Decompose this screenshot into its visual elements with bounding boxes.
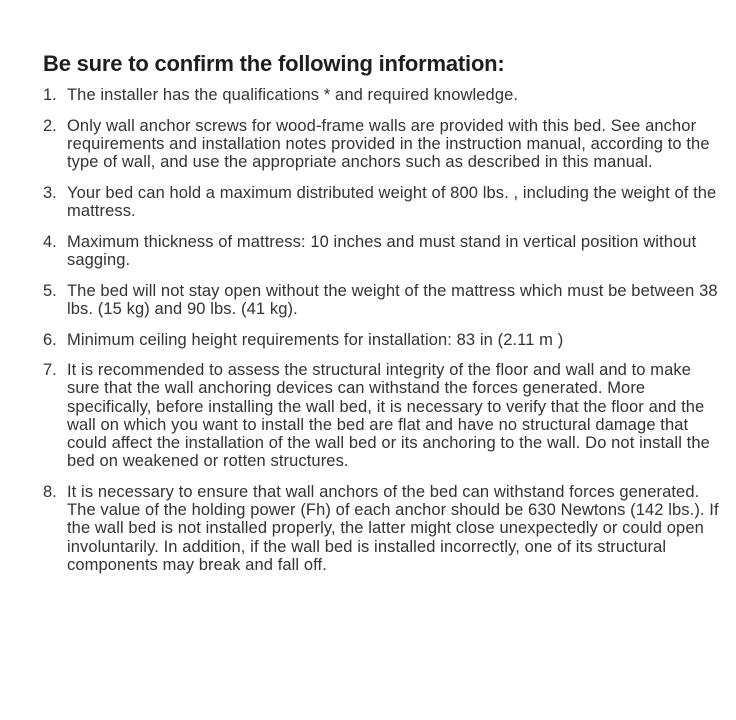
list-item-text: The bed will not stay open without the weight of the mattress which must be between 38 lbs. (15 kg) and 90 lbs. (41 kg). bbox=[67, 281, 718, 318]
list-item bbox=[43, 117, 727, 172]
list-item-text: Your bed can hold a maximum distributed weight of 800 lbs. , including the weight of the mattress. bbox=[67, 183, 717, 221]
list-item bbox=[43, 86, 727, 104]
list-item-number: 1. bbox=[43, 86, 57, 104]
list-item bbox=[43, 233, 727, 269]
page-title: Be sure to confirm the following information: bbox=[43, 51, 505, 76]
list-item-number: 3. bbox=[43, 183, 57, 202]
list-item-text: The installer has the qualifications * and required knowledge. bbox=[67, 86, 519, 104]
list-item-number: 5. bbox=[43, 281, 57, 300]
confirmation-list bbox=[43, 86, 727, 574]
list-item-number: 6. bbox=[43, 330, 57, 349]
document bbox=[43, 50, 727, 586]
list-item-text: It is necessary to ensure that wall anchors of the bed can withstand forces generated. The value of the holding power (Fh) of each anchor should be 630 Newtons (142 lbs.). If the wall bed is not installed properly, the latter might close unexpectedly or could open involuntarily. In addition, if the wall bed is installed incorrectly, one of its structural components may break and fall off. bbox=[67, 482, 719, 574]
list-item-text: Maximum thickness of mattress: 10 inches and must stand in vertical position without sagging. bbox=[67, 232, 697, 269]
list-item bbox=[43, 282, 727, 318]
list-item-text: It is recommended to assess the structural integrity of the floor and wall and to make sure that the wall anchoring devices can withstand the forces generated. More specifically, before installing the wall bed, it is necessary to verify that the floor and the wall on which you want to install the bed are flat and have no structural damage that could affect the installation of the wall bed or its anchoring to the wall. Do not install the bed on weakened or rotten structures. bbox=[67, 361, 710, 471]
list-item-number: 7. bbox=[43, 361, 57, 380]
list-item-text: Minimum ceiling height requirements for installation: 83 in (2.11 m ) bbox=[67, 330, 564, 349]
list-item bbox=[43, 361, 727, 470]
list-item bbox=[43, 184, 727, 220]
list-item bbox=[43, 483, 727, 574]
list-item bbox=[43, 331, 727, 349]
list-item-number: 8. bbox=[43, 482, 57, 501]
list-item-text: Only wall anchor screws for wood-frame walls are provided with this bed. See anchor requirements and installation notes provided in the instruction manual, according to the type of wall, and use the appropriate anchors such as described in this manual. bbox=[67, 116, 710, 172]
list-item-number: 2. bbox=[43, 116, 57, 135]
list-item-number: 4. bbox=[43, 232, 57, 251]
